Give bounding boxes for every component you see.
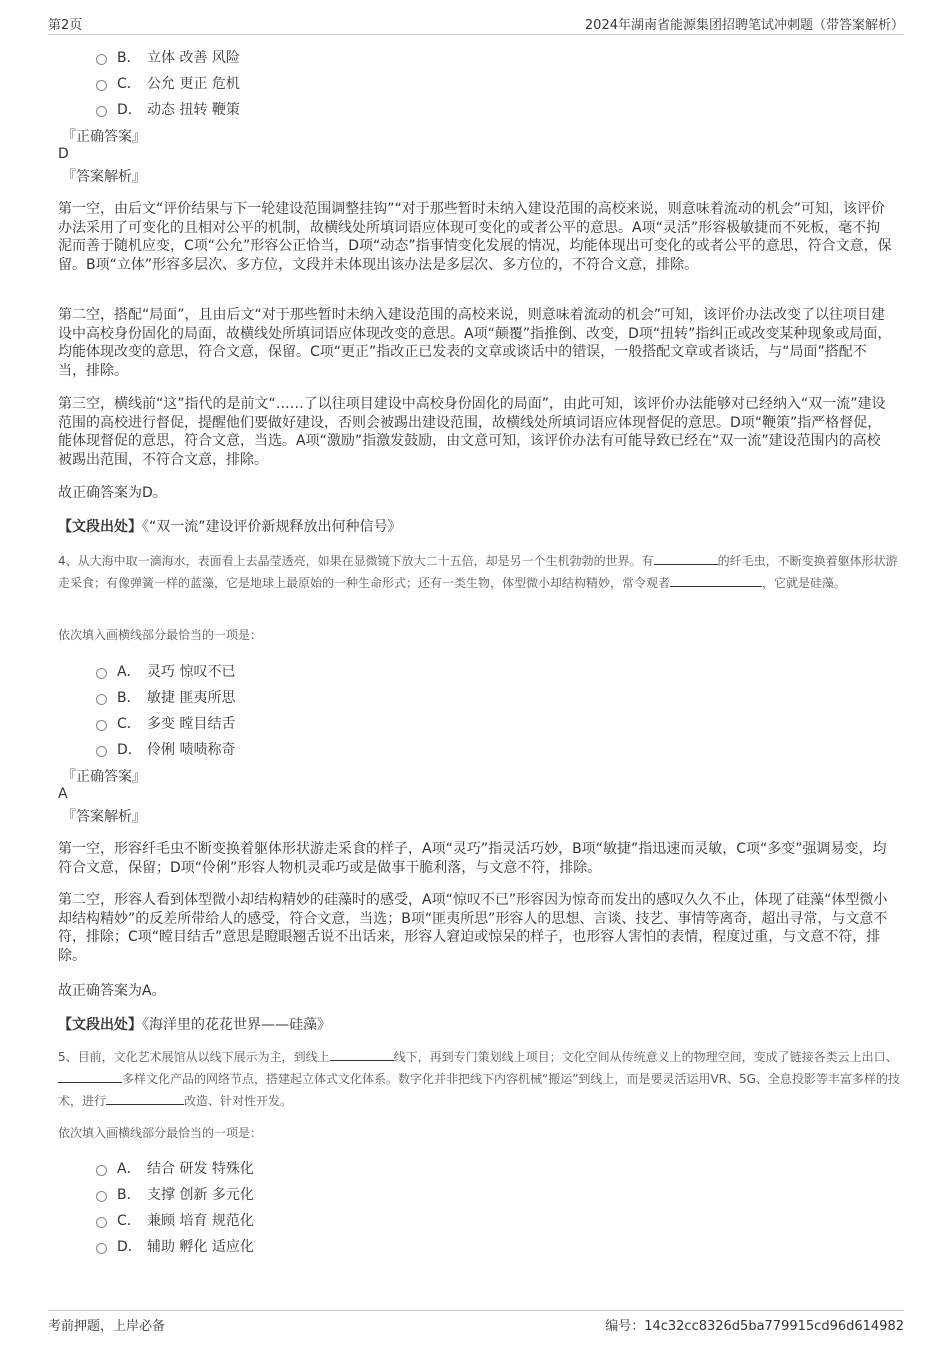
q4-answer-label: 『正确答案』 bbox=[62, 769, 146, 785]
blank-line bbox=[654, 552, 718, 565]
radio-icon[interactable] bbox=[96, 694, 107, 705]
q3-option-c[interactable]: C． 公允 更正 危机 bbox=[96, 73, 240, 93]
q3-option-b[interactable]: B． 立体 改善 风险 bbox=[96, 47, 240, 67]
q5-option-b[interactable]: B． 支撑 创新 多元化 bbox=[96, 1184, 254, 1204]
radio-icon[interactable] bbox=[96, 1243, 107, 1254]
q4-answer: A bbox=[58, 786, 68, 802]
q5-option-d[interactable]: D． 辅助 孵化 适应化 bbox=[96, 1236, 254, 1256]
radio-icon[interactable] bbox=[96, 1165, 107, 1176]
radio-icon[interactable] bbox=[96, 1217, 107, 1228]
blank-line bbox=[670, 574, 762, 587]
footer-serial: 编号：14c32cc8326d5ba779915cd96d614982 bbox=[605, 1319, 904, 1334]
radio-icon[interactable] bbox=[96, 54, 107, 65]
q4-option-b[interactable]: B． 敏捷 匪夷所思 bbox=[96, 687, 235, 707]
q5-instruction: 依次填入画横线部分最恰当的一项是： bbox=[58, 1126, 263, 1140]
radio-icon[interactable] bbox=[96, 746, 107, 757]
radio-icon[interactable] bbox=[96, 80, 107, 91]
q5-option-a[interactable]: A． 结合 研发 特殊化 bbox=[96, 1158, 254, 1178]
radio-icon[interactable] bbox=[96, 668, 107, 679]
q4-stem: 4、从大海中取一滴海水，表面看上去晶莹透亮，如果在显微镜下放大二十五倍，却是另一个生机勃勃的世界。有 的纤毛虫，不断变换着躯体形状游走采食；有像弹簧一样的蓝藻，它是地球上最原始的一种生命形式；还有一类生物，体型微小却结构精妙，常令观者 ，它就是硅藻。 bbox=[58, 554, 898, 590]
q3-analysis-para-2: 第二空，搭配“局面”，且由后文“对于那些暂时未纳入建设范围的高校来说，则意味着流动的机会”可知，该评价办法改变了以往项目建设中高校身份固化的局面，故横线处所填词语应体现改变的意思。A项“颠覆”指推倒、改变，D项“扭转”指纠正或改变某种现象或局面，均能体现改变的意思，符合文意，保留。C项“更正”指改正已发表的文章或谈话中的错误，一般搭配文章或者谈话，与“局面”搭配不当，排除。 bbox=[58, 307, 892, 379]
q4-option-a[interactable]: A． 灵巧 惊叹不已 bbox=[96, 661, 235, 681]
q5-stem: 5、目前，文化艺术展馆从以线下展示为主，到线上 线下，再到专门策划线上项目；文化空间从传统意义上的物理空间，变成了链接各类云上出口、多样文化产品的网络节点，搭建起立体式文化体系。数字化并非把线下内容机械“搬运”到线上，而是要灵活运用VR、5G、全息投影等丰富多样的技术，进行 改造、针对性开发。 bbox=[58, 1050, 900, 1108]
q4-analysis-para-2: 第二空，形容人看到体型微小却结构精妙的硅藻时的感受，A项“惊叹不已”形容因为惊奇而发出的感叹久久不止，体现了硅藻“体型微小却结构精妙”的反差所带给人的感受，符合文意，当选；B项“匪夷所思”形容人的思想、言谈、技艺、事情等离奇，超出寻常，与文意不符，排除；C项“瞠目结舌”意思是瞪眼翘舌说不出话来，形容人窘迫或惊呆的样子，也形容人害怕的表情，程度过重，与文意不符，排除。 bbox=[58, 892, 888, 964]
radio-icon[interactable] bbox=[96, 720, 107, 731]
q4-conclusion: 故正确答案为A。 bbox=[58, 983, 166, 999]
radio-icon[interactable] bbox=[96, 106, 107, 117]
page-footer bbox=[48, 1310, 904, 1337]
q3-option-d[interactable]: D． 动态 扭转 鞭策 bbox=[96, 99, 240, 119]
footer-slogan: 考前押题，上岸必备 bbox=[48, 1319, 166, 1334]
q3-analysis-para-3: 第三空，横线前“这”指代的是前文“……了以往项目建设中高校身份固化的局面”，由此可知，该评价办法能够对已经纳入“双一流”建设范围的高校进行督促，提醒他们要做好建设，否则会被踢出建设范围，故横线处所填词语应体现督促的意思。D项“鞭策”指严格督促，能体现督促的意思，符合文意，当选。A项“激励”指激发鼓励，由文意可知，该评价办法有可能导致已经在“双一流”建设范围内的高校被踢出范围，不符合文意，排除。 bbox=[58, 396, 886, 468]
q4-analysis-label: 『答案解析』 bbox=[62, 809, 146, 825]
q4-option-c[interactable]: C． 多变 瞠目结舌 bbox=[96, 713, 235, 733]
q3-analysis-label: 『答案解析』 bbox=[62, 169, 146, 185]
q5-option-c[interactable]: C． 兼顾 培育 规范化 bbox=[96, 1210, 254, 1230]
q4-option-d[interactable]: D． 伶俐 啧啧称奇 bbox=[96, 739, 235, 759]
page-header bbox=[48, 12, 904, 35]
q4-analysis-para-1: 第一空，形容纤毛虫不断变换着躯体形状游走采食的样子，A项“灵巧”指灵活巧妙，B项“敏捷”指迅速而灵敏，C项“多变”强调易变，均符合文意，保留；D项“伶俐”形容人物机灵乖巧或是做事干脆利落，与文意不符，排除。 bbox=[58, 841, 887, 876]
q3-analysis-para-1: 第一空，由后文“评价结果与下一轮建设范围调整挂钩”“对于那些暂时未纳入建设范围的高校来说，则意味着流动的机会”可知，该评价办法采用了可变化的且相对公平的机制，故横线处所填词语应体现可变化的或者公平的意思。A项“灵活”形容极敏捷而不死板，毫不拘泥而善于随机应变，C项“公允”形容公正恰当，D项“动态”指事情变化发展的情况，均能体现出可变化的或者公平的意思，符合文意，保留。B项“立体”形容多层次、多方位，文段并未体现出该办法是多层次、多方位的，不符合文意，排除。 bbox=[58, 201, 892, 273]
q4-source: 【文段出处】《海洋里的花花世界——硅藻》 bbox=[58, 1017, 331, 1033]
q4-instruction: 依次填入画横线部分最恰当的一项是： bbox=[58, 628, 263, 642]
q3-answer-label: 『正确答案』 bbox=[62, 129, 146, 145]
q3-conclusion: 故正确答案为D。 bbox=[58, 485, 167, 501]
document-title: 2024年湖南省能源集团招聘笔试冲刺题（带答案解析） bbox=[584, 18, 904, 33]
q3-source: 【文段出处】《“双一流”建设评价新规释放出何种信号》 bbox=[58, 519, 402, 535]
q3-answer: D bbox=[58, 146, 69, 162]
blank-line bbox=[106, 1092, 184, 1105]
blank-line bbox=[58, 1070, 122, 1083]
radio-icon[interactable] bbox=[96, 1191, 107, 1202]
page-number: 第2页 bbox=[48, 18, 83, 33]
blank-line bbox=[330, 1048, 394, 1061]
